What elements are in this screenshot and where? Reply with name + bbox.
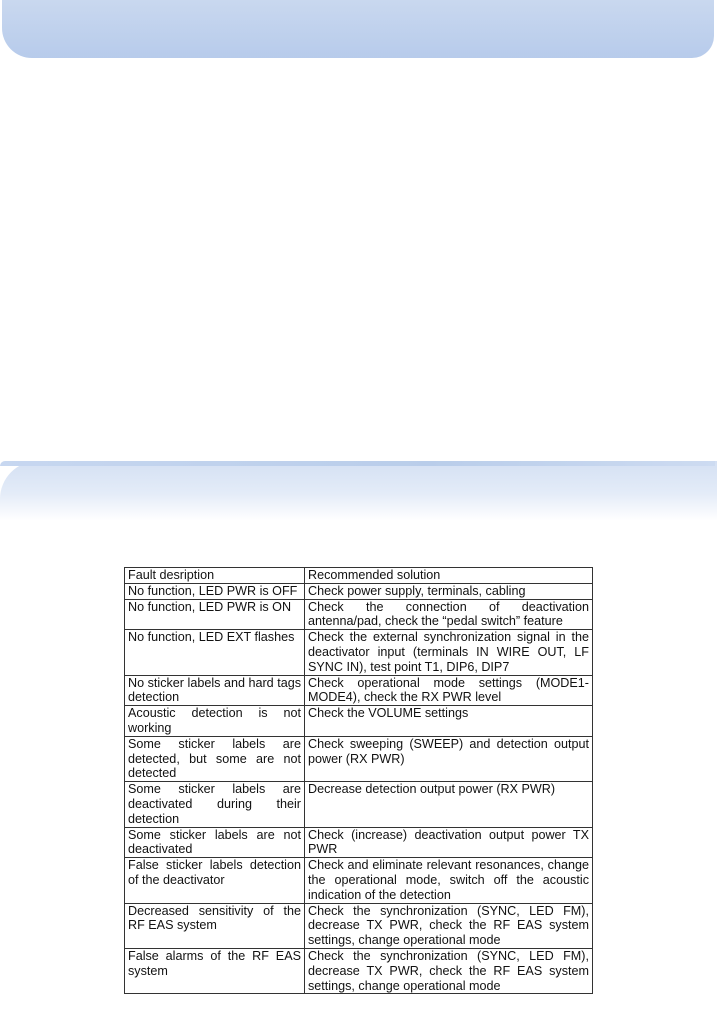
solution-cell: Check the synchronization (SYNC, LED FM), decrease TX PWR, check the RF EAS system settings, change operational mode <box>305 903 593 948</box>
fault-cell: No sticker labels and hard tags detection <box>125 675 305 706</box>
fault-cell: Decreased sensitivity of the RF EAS system <box>125 903 305 948</box>
solution-cell: Check sweeping (SWEEP) and detection output power (RX PWR) <box>305 736 593 781</box>
fault-cell: No function, LED PWR is ON <box>125 599 305 630</box>
table-row <box>125 583 593 599</box>
solution-cell: Check the external synchronization signal in the deactivator input (terminals IN WIRE OUT, LF SYNC IN), test point T1, DIP6, DIP7 <box>305 630 593 675</box>
table-row <box>125 827 593 858</box>
table-row <box>125 630 593 675</box>
table-row <box>125 675 593 706</box>
fault-cell: No function, LED EXT flashes <box>125 630 305 675</box>
table-row <box>125 782 593 827</box>
solution-cell: Check and eliminate relevant resonances, change the operational mode, switch off the acoustic indication of the detection <box>305 858 593 903</box>
fault-cell: No function, LED PWR is OFF <box>125 583 305 599</box>
table-row <box>125 948 593 993</box>
solution-cell: Check operational mode settings (MODE1-MODE4), check the RX PWR level <box>305 675 593 706</box>
fault-cell: False alarms of the RF EAS system <box>125 948 305 993</box>
fault-table <box>124 567 593 994</box>
table-header-row <box>125 568 593 584</box>
fault-cell: Some sticker labels are not deactivated <box>125 827 305 858</box>
fault-cell: False sticker labels detection of the deactivator <box>125 858 305 903</box>
table-row <box>125 599 593 630</box>
solution-cell: Check the synchronization (SYNC, LED FM), decrease TX PWR, check the RF EAS system settings, change operational mode <box>305 948 593 993</box>
table-row <box>125 858 593 903</box>
solution-cell: Check (increase) deactivation output power TX PWR <box>305 827 593 858</box>
solution-cell: Check the VOLUME settings <box>305 706 593 737</box>
header-band <box>2 0 714 58</box>
fault-cell: Acoustic detection is not working <box>125 706 305 737</box>
solution-cell: Check the connection of deactivation antenna/pad, check the “pedal switch” feature <box>305 599 593 630</box>
table-row <box>125 706 593 737</box>
solution-cell: Decrease detection output power (RX PWR) <box>305 782 593 827</box>
fault-cell: Some sticker labels are detected, but some are not detected <box>125 736 305 781</box>
table-row <box>125 903 593 948</box>
section-header-edge <box>0 461 715 466</box>
header-recommended-solution: Recommended solution <box>305 568 593 584</box>
solution-cell: Check power supply, terminals, cabling <box>305 583 593 599</box>
header-fault-description: Fault desription <box>125 568 305 584</box>
fault-cell: Some sticker labels are deactivated during their detection <box>125 782 305 827</box>
section-header-tab <box>0 461 717 521</box>
table-row <box>125 736 593 781</box>
